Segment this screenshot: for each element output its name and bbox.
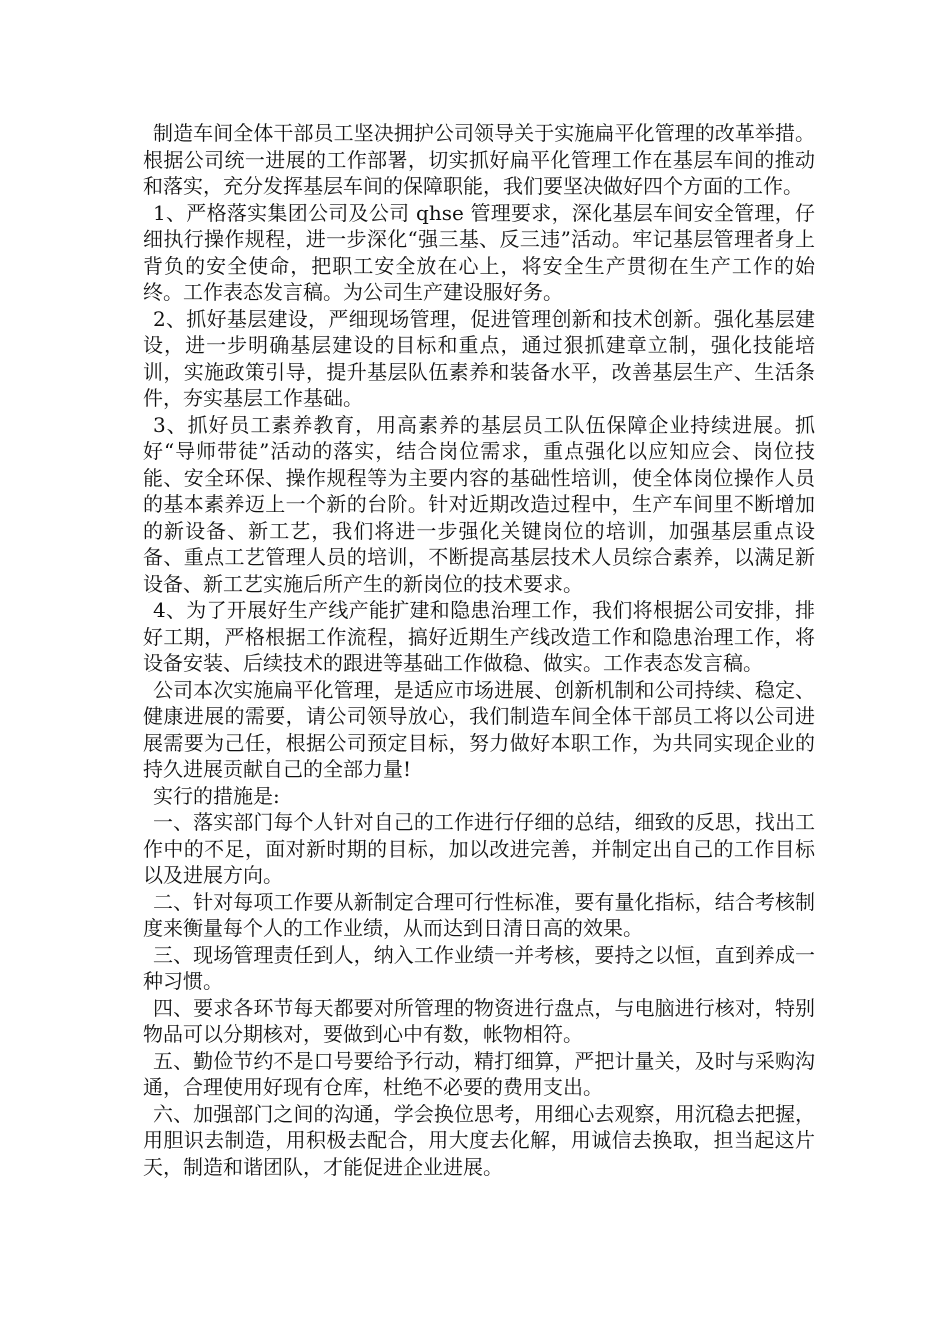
item-1-paragraph: [143, 200, 815, 306]
paragraph-text: 一、落实部门每个人针对自己的工作进行仔细的总结，细致的反思，找出工作中的不足，面对新时期的目标，加以改进完善，并制定出自己的工作目标以及进展方向。: [143, 810, 815, 887]
paragraph-text: 1、严格落实集团公司及公司 qhse 管理要求，深化基层车间安全管理，仔细执行操作规程，进一步深化“强三基、反三违”活动。牢记基层管理者身上背负的安全使命，把职工安全放在心上，将安全生产贯彻在生产工作的始终。工作表态发言稿。为公司生产建设服好务。: [143, 200, 815, 304]
paragraph-text: 六、加强部门之间的沟通，学会换位思考，用细心去观察，用沉稳去把握，用胆识去制造，用积极去配合，用大度去化解，用诚信去换取，担当起这片天，制造和谐团队，才能促进企业进展。: [143, 1101, 815, 1179]
measures-heading: [143, 783, 815, 810]
item-4-paragraph: [143, 597, 815, 677]
paragraph-text: 五、勤俭节约不是口号要给予行动，精打细算，严把计量关，及时与采购沟通，合理使用好现有仓库，杜绝不必要的费用支出。: [143, 1048, 815, 1099]
intro-paragraph: [143, 120, 815, 200]
paragraph-text: 实行的措施是:: [153, 783, 280, 808]
paragraph-text: 4、为了开展好生产线产能扩建和隐患治理工作，我们将根据公司安排，排好工期，严格根据工作流程，搞好近期生产线改造工作和隐患治理工作，将设备安装、后续技术的跟进等基础工作做稳、做实。工作表态发言稿。: [143, 598, 815, 675]
paragraph-text: 2、抓好基层建设，严细现场管理，促进管理创新和技术创新。强化基层建设，进一步明确基层建设的目标和重点，通过狠抓建章立制，强化技能培训，实施政策引导，提升基层队伍素养和装备水平，改善基层生产、生活条件，夯实基层工作基础。: [143, 306, 815, 410]
measure-4-paragraph: [143, 995, 815, 1048]
measure-1-paragraph: [143, 809, 815, 889]
paragraph-text: 三、现场管理责任到人，纳入工作业绩一并考核，要持之以恒，直到养成一种习惯。: [143, 942, 815, 993]
paragraph-text: 四、要求各环节每天都要对所管理的物资进行盘点，与电脑进行核对，特别物品可以分期核对，要做到心中有数，帐物相符。: [143, 995, 815, 1046]
measure-3-paragraph: [143, 942, 815, 995]
measure-6-paragraph: [143, 1101, 815, 1181]
item-3-paragraph: [143, 412, 815, 598]
measure-5-paragraph: [143, 1048, 815, 1101]
item-2-paragraph: [143, 306, 815, 412]
paragraph-text: 制造车间全体干部员工坚决拥护公司领导关于实施扁平化管理的改革举措。根据公司统一进展的工作部署，切实抓好扁平化管理工作在基层车间的推动和落实，充分发挥基层车间的保障职能，我们要坚决做好四个方面的工作。: [143, 121, 815, 198]
paragraph-text: 公司本次实施扁平化管理，是适应市场进展、创新机制和公司持续、稳定、健康进展的需要，请公司领导放心，我们制造车间全体干部员工将以公司进展需要为己任，根据公司预定目标，努力做好本职工作，为共同实现企业的持久进展贡献自己的全部力量!: [143, 677, 815, 781]
paragraph-text: 3、抓好员工素养教育，用高素养的基层员工队伍保障企业持续进展。抓好“导师带徒”活动的落实，结合岗位需求，重点强化以应知应会、岗位技能、安全环保、操作规程等为主要内容的基础性培训，使全体岗位操作人员的基本素养迈上一个新的台阶。针对近期改造过程中，生产车间里不断增加的新设备、新工艺，我们将进一步强化关键岗位的培训，加强基层重点设备、重点工艺管理人员的培训，不断提高基层技术人员综合素养，以满足新设备、新工艺实施后所产生的新岗位的技术要求。: [143, 412, 815, 596]
summary-paragraph: [143, 677, 815, 783]
measure-2-paragraph: [143, 889, 815, 942]
paragraph-text: 二、针对每项工作要从新制定合理可行性标准，要有量化指标，结合考核制度来衡量每个人的工作业绩，从而达到日清日高的效果。: [143, 889, 815, 940]
document-body: [143, 120, 815, 1180]
